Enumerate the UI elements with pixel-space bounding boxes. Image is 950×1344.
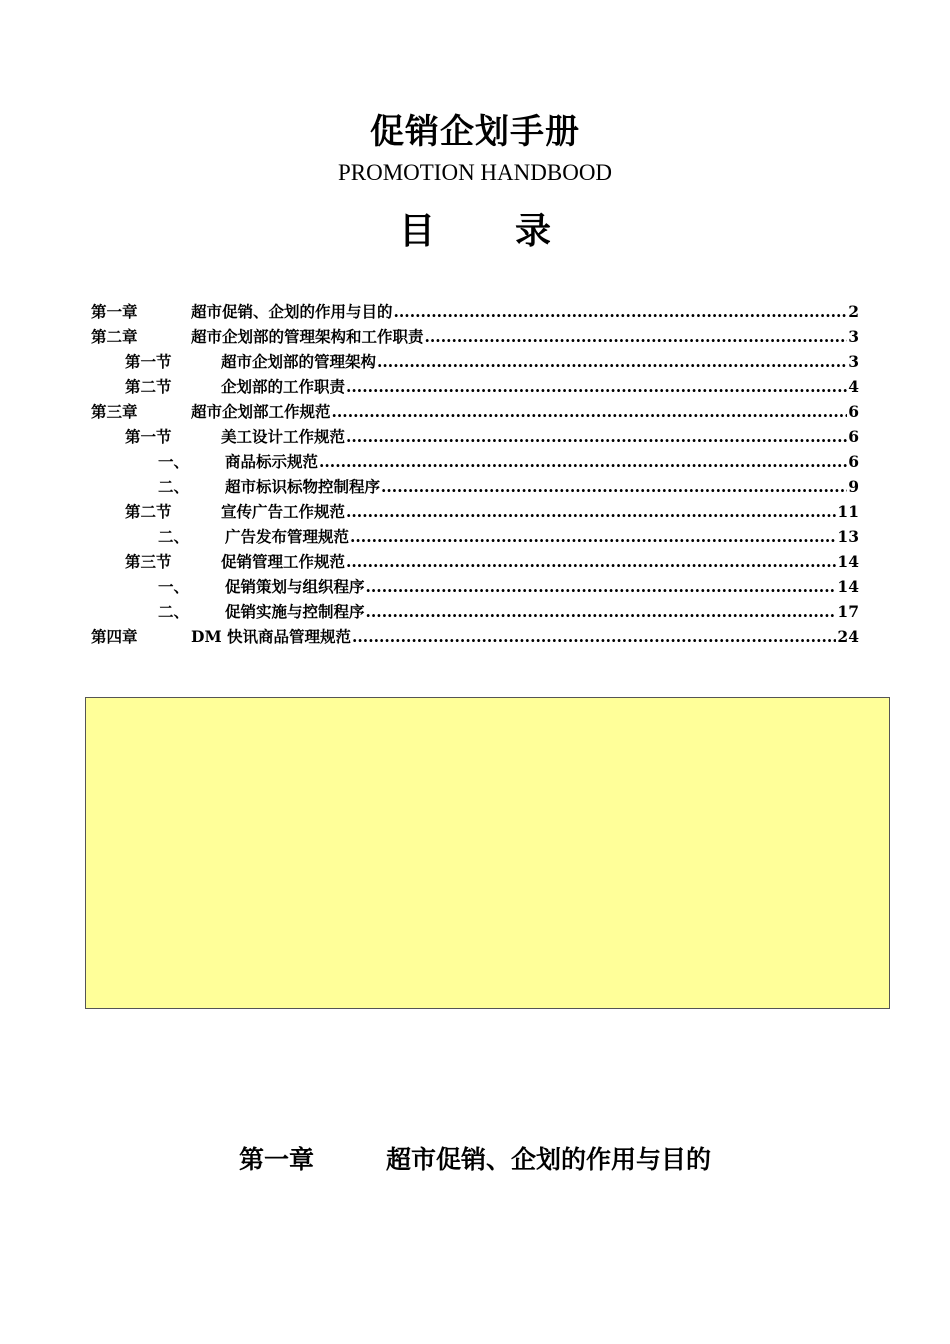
toc-entry-page: 2 <box>848 302 859 321</box>
toc-entry-label: 商品标示规范 <box>225 452 319 471</box>
toc-entry[interactable] <box>91 424 859 449</box>
toc-entry-page: 4 <box>848 377 859 396</box>
toc-entry-number: 第三节 <box>125 552 172 571</box>
toc-entry-number: 第一节 <box>125 352 172 371</box>
toc-heading <box>0 203 950 254</box>
yellow-note-box <box>85 697 890 1009</box>
toc-entry-page: 24 <box>837 627 859 646</box>
toc-entry-label: 超市标识标物控制程序 <box>225 477 381 496</box>
toc-leader-dots <box>425 324 848 349</box>
toc-entry-page: 3 <box>848 352 859 371</box>
toc-leader-dots <box>381 474 847 499</box>
toc-entry-label: DM 快讯商品管理规范 <box>191 627 351 646</box>
toc-entry-label: 超市企划部的管理架构和工作职责 <box>191 327 424 346</box>
toc-entry-page: 3 <box>848 327 859 346</box>
toc-leader-dots <box>350 524 836 549</box>
toc-entry[interactable] <box>91 374 859 399</box>
toc-heading-right: 录 <box>515 211 552 252</box>
toc-entry-label: 促销策划与组织程序 <box>225 577 365 596</box>
toc-leader-dots <box>346 499 836 524</box>
toc-leader-dots <box>346 374 847 399</box>
toc-entry[interactable] <box>91 349 859 374</box>
toc-entry-page: 11 <box>837 502 859 521</box>
toc-entry-number: 第二节 <box>125 502 172 521</box>
chapter-number: 第一章 <box>238 1145 314 1174</box>
toc-entry-page: 6 <box>848 452 859 471</box>
toc-entry[interactable] <box>91 499 859 524</box>
toc-entry-number: 二、 <box>158 602 190 621</box>
toc-leader-dots <box>366 599 837 624</box>
toc-entry-number: 一、 <box>158 452 190 471</box>
toc-leader-dots <box>319 449 847 474</box>
document-title: 促销企划手册 <box>370 112 580 152</box>
toc-entry[interactable] <box>91 624 859 649</box>
toc-entry-label: 促销管理工作规范 <box>221 552 346 571</box>
toc-entry-label: 美工设计工作规范 <box>221 427 346 446</box>
toc-entry-label: 促销实施与控制程序 <box>225 602 365 621</box>
toc-entry-number: 第一节 <box>125 427 172 446</box>
toc-entry[interactable] <box>91 399 859 424</box>
toc-entry[interactable] <box>91 574 859 599</box>
chapter-title: 超市促销、企划的作用与目的 <box>386 1145 712 1174</box>
toc-entry-label: 宣传广告工作规范 <box>221 502 346 521</box>
toc-leader-dots <box>332 399 848 424</box>
toc-leader-dots <box>366 574 837 599</box>
chapter-heading <box>0 1140 950 1176</box>
toc-entry[interactable] <box>91 449 859 474</box>
toc-entry-number: 第四章 <box>91 627 138 646</box>
toc-entry-number: 二、 <box>158 477 190 496</box>
toc-leader-dots <box>394 299 848 324</box>
toc-entry-label: 超市促销、企划的作用与目的 <box>191 302 393 321</box>
toc-entry-label: 超市企划部工作规范 <box>191 402 331 421</box>
toc-entry-page: 6 <box>848 427 859 446</box>
toc-entry-page: 13 <box>837 527 859 546</box>
toc-entry-label: 超市企划部的管理架构 <box>221 352 377 371</box>
toc-entry[interactable] <box>91 324 859 349</box>
toc-entry[interactable] <box>91 299 859 324</box>
toc-entry-number: 第二章 <box>91 327 138 346</box>
toc-entry-number: 第三章 <box>91 402 138 421</box>
toc-entry[interactable] <box>91 599 859 624</box>
table-of-contents <box>91 299 859 649</box>
toc-entry[interactable] <box>91 474 859 499</box>
toc-heading-left: 目 <box>398 211 435 252</box>
toc-leader-dots <box>377 349 847 374</box>
toc-entry-number: 第二节 <box>125 377 172 396</box>
toc-entry-page: 6 <box>848 402 859 421</box>
toc-entry-number: 第一章 <box>91 302 138 321</box>
toc-entry-label: 企划部的工作职责 <box>221 377 346 396</box>
toc-entry[interactable] <box>91 549 859 574</box>
document-subtitle: PROMOTION HANDBOOD <box>337 160 613 185</box>
toc-entry-number: 一、 <box>158 577 190 596</box>
toc-leader-dots <box>352 624 836 649</box>
toc-entry-page: 17 <box>837 602 859 621</box>
toc-entry-label: 广告发布管理规范 <box>225 527 350 546</box>
toc-entry-number: 二、 <box>158 527 190 546</box>
toc-entry-page: 9 <box>848 477 859 496</box>
toc-leader-dots <box>346 549 836 574</box>
toc-entry-page: 14 <box>837 577 859 596</box>
toc-entry[interactable] <box>91 524 859 549</box>
toc-leader-dots <box>346 424 847 449</box>
toc-entry-page: 14 <box>837 552 859 571</box>
